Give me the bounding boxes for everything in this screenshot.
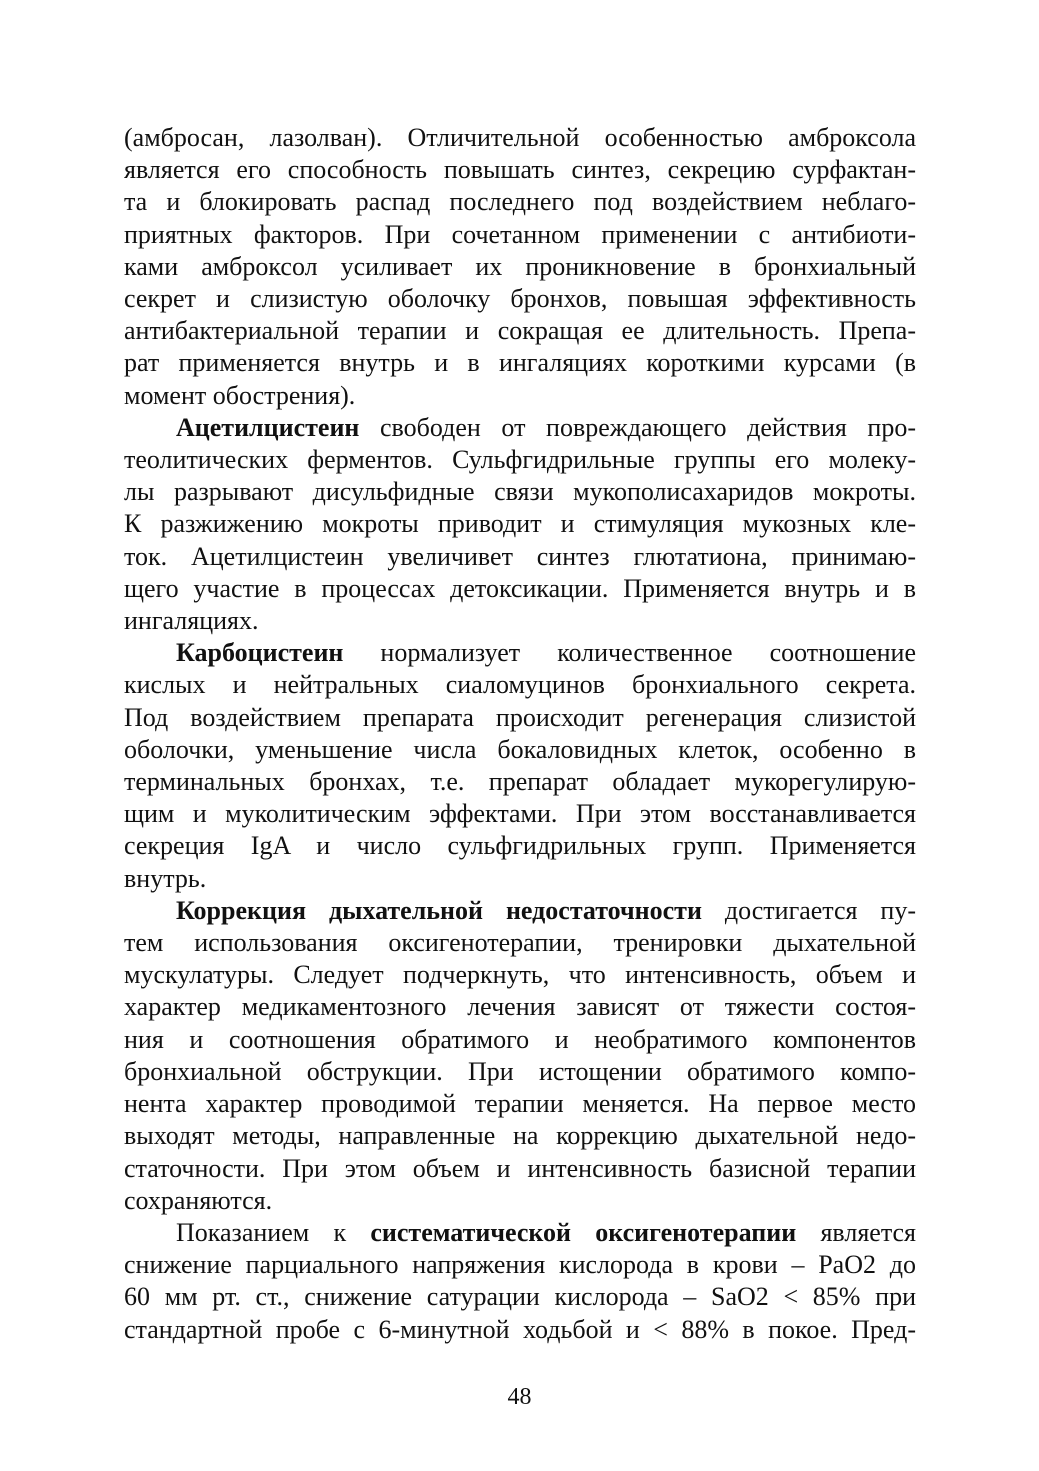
text-fragment: достигается пу- xyxy=(701,895,916,925)
text-line xyxy=(124,895,916,927)
document-page xyxy=(124,122,916,1346)
text-line: сохраняются. xyxy=(124,1185,273,1215)
text-line: щим и муколитическим эффектами. При этом восстанавливается xyxy=(124,799,916,829)
text-line: нента характер проводимой терапии меняется. На первое место xyxy=(124,1089,916,1119)
bold-term: Карбоцистеин xyxy=(176,638,344,668)
text-line: секреция IgA и число сульфгидрильных групп. Применяется xyxy=(124,831,916,861)
text-fragment: является xyxy=(796,1217,917,1247)
text-line: приятных факторов. При сочетанном применении с антибиоти- xyxy=(124,219,916,249)
paragraph-oxygen-therapy xyxy=(124,1217,916,1346)
text-line: мускулатуры. Следует подчеркнуть, что интенсивность, объем и xyxy=(124,960,916,990)
text-line: К разжижению мокроты приводит и стимуляция мукозных кле- xyxy=(124,509,916,539)
text-line: внутрь. xyxy=(124,863,207,893)
text-line: ингаляциях. xyxy=(124,606,259,636)
paragraph-respiratory-failure xyxy=(124,895,916,1217)
text-line: щего участие в процессах детоксикации. Применяется внутрь и в xyxy=(124,573,916,603)
text-line xyxy=(124,412,916,444)
paragraph-acetylcysteine xyxy=(124,412,916,637)
text-fragment: свободен от повреждающего действия про- xyxy=(359,412,916,442)
text-line: статочности. При этом объем и интенсивность базисной терапии xyxy=(124,1153,916,1183)
text-line: ток. Ацетилцистеин увеличивет синтез глютатиона, принимаю- xyxy=(124,541,916,571)
bold-term: Коррекция дыхательной недостаточности xyxy=(176,895,702,925)
text-line: секрет и слизистую оболочку бронхов, повышая эффективность xyxy=(124,284,916,314)
text-line: терминальных бронхах, т.е. препарат обладает мукорегулирую- xyxy=(124,767,916,797)
text-line: рат применяется внутрь и в ингаляциях короткими курсами (в xyxy=(124,348,916,378)
text-line: ками амброксол усиливает их проникновение в бронхиальный xyxy=(124,251,916,281)
paragraph-ambroxol xyxy=(124,122,916,412)
bold-term: систематической оксигенотерапии xyxy=(370,1217,797,1247)
text-line xyxy=(124,637,916,669)
page-number: 48 xyxy=(507,1384,532,1410)
text-line: тем использования оксигенотерапии, тренировки дыхательной xyxy=(124,928,916,958)
bold-term: Ацетилцистеин xyxy=(176,412,360,442)
text-line: антибактериальной терапии и сокращая ее длительность. Препа- xyxy=(124,316,916,346)
text-line: является его способность повышать синтез, секрецию сурфактан- xyxy=(124,155,916,185)
text-line: ния и соотношения обратимого и необратимого компонентов xyxy=(124,1024,916,1054)
text-line: бронхиальной обструкции. При истощении обратимого компо- xyxy=(124,1056,916,1086)
text-line: (амбросан, лазолван). Отличительной особенностью амброксола xyxy=(124,123,916,152)
text-line: теолитических ферментов. Сульфгидрильные группы его молеку- xyxy=(124,445,916,475)
text-line: лы разрывают дисульфидные связи мукополисахаридов мокроты. xyxy=(124,477,916,507)
text-line: стандартной пробе с 6-минутной ходьбой и < 88% в покое. Пред- xyxy=(124,1314,916,1344)
text-line: та и блокировать распад последнего под воздействием неблаго- xyxy=(124,187,916,217)
text-line: характер медикаментозного лечения зависят от тяжести состоя- xyxy=(124,992,916,1022)
text-fragment: нормализует количественное соотношение xyxy=(343,638,916,668)
text-fragment: Показанием к xyxy=(176,1217,371,1247)
text-line: Под воздействием препарата происходит регенерация слизистой xyxy=(124,702,916,732)
text-line: момент обострения). xyxy=(124,380,356,410)
text-line xyxy=(124,1217,916,1249)
text-line: кислых и нейтральных сиаломуцинов бронхиального секрета. xyxy=(124,670,916,700)
text-line: снижение парциального напряжения кислорода в крови – PaO2 до xyxy=(124,1250,916,1280)
paragraph-carbocysteine xyxy=(124,637,916,895)
text-line: 60 мм рт. ст., снижение сатурации кислорода – SaO2 < 85% при xyxy=(124,1282,916,1312)
text-line: выходят методы, направленные на коррекцию дыхательной недо- xyxy=(124,1121,916,1151)
text-line: оболочки, уменьшение числа бокаловидных клеток, особенно в xyxy=(124,734,916,764)
